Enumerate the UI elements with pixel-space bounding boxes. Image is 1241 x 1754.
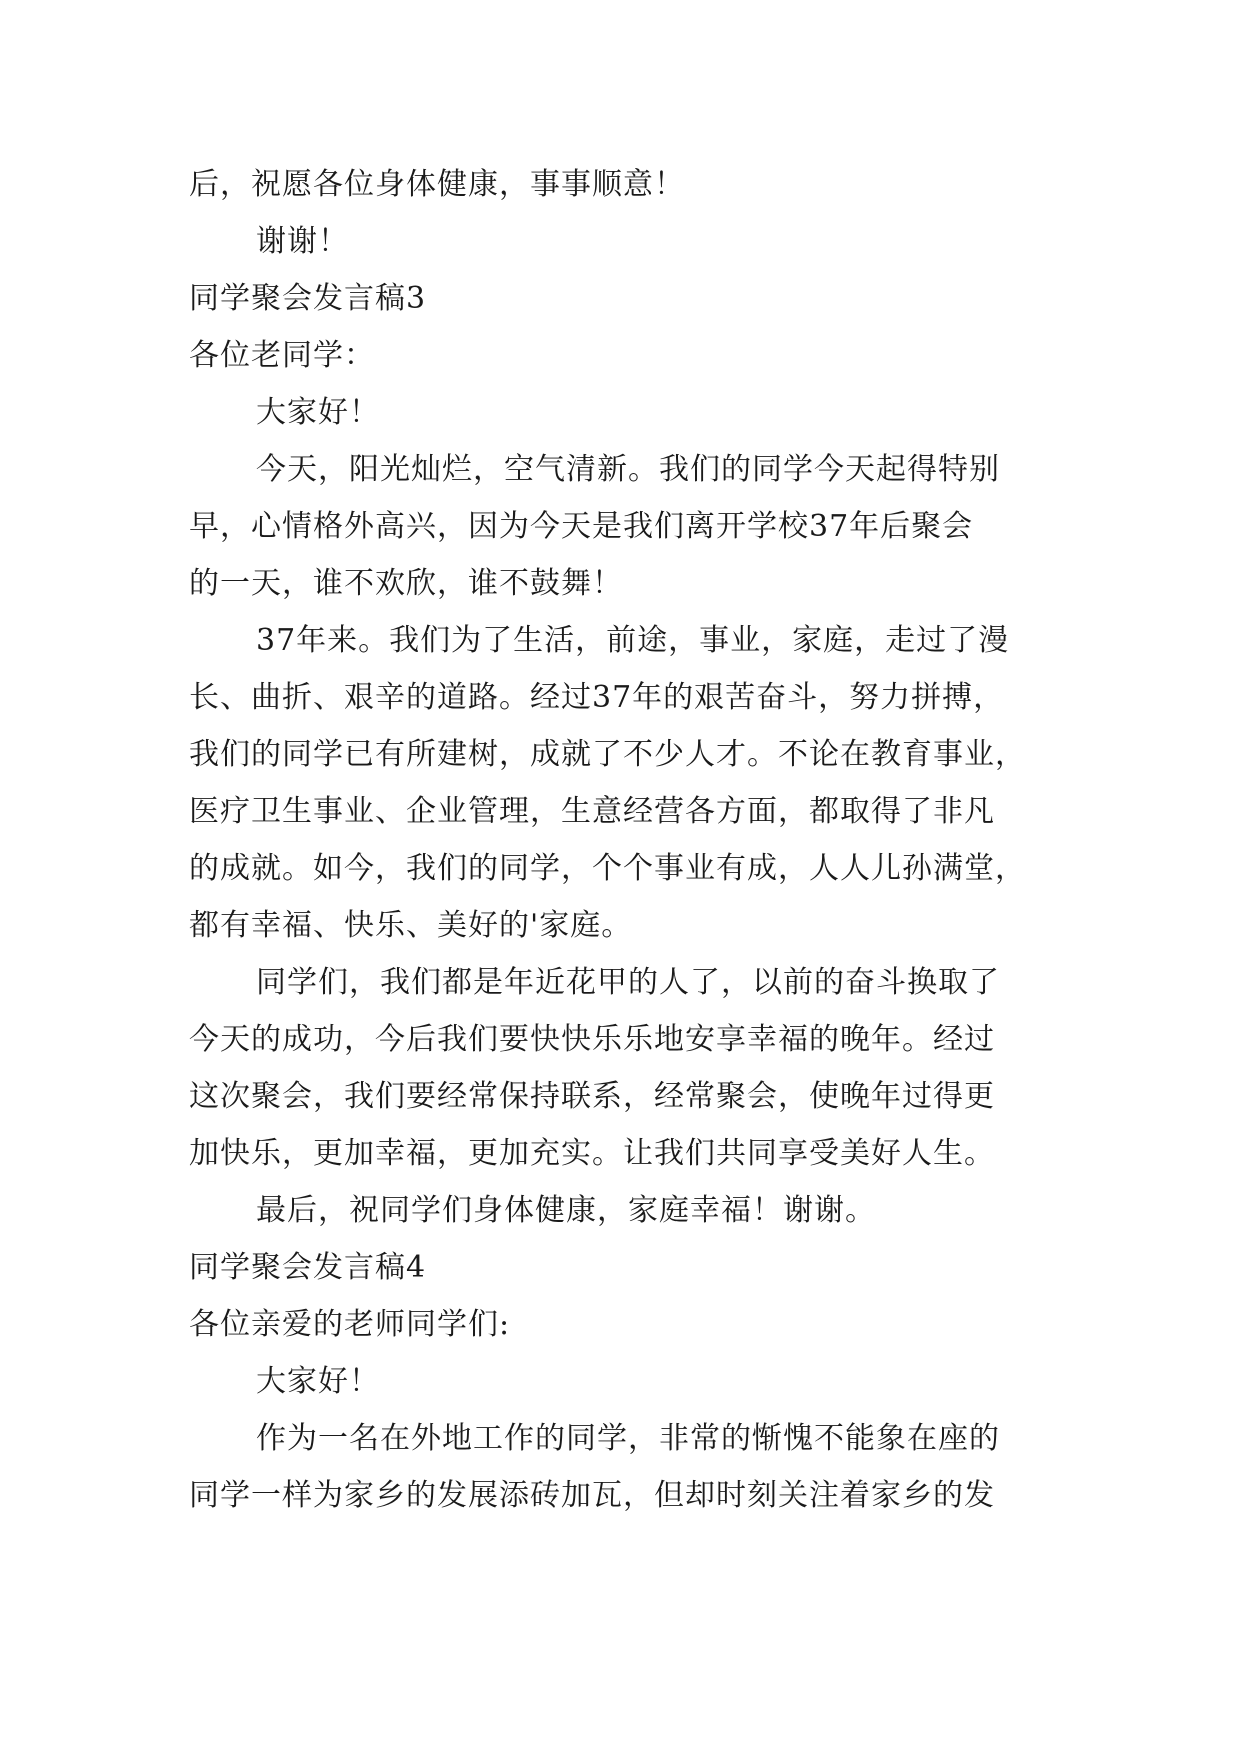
paragraph-line: 最后，祝同学们身体健康，家庭幸福！谢谢。 (256, 1193, 876, 1228)
salutation: 各位老同学： (189, 338, 375, 373)
paragraph-line: 今天的成功，今后我们要快快乐乐地安享幸福的晚年。经过 (189, 1022, 995, 1057)
paragraph-line: 都有幸福、快乐、美好的'家庭。 (189, 908, 633, 943)
paragraph-line: 作为一名在外地工作的同学，非常的惭愧不能象在座的 (256, 1421, 1000, 1456)
paragraph-line: 的一天，谁不欢欣，谁不鼓舞！ (189, 566, 623, 601)
paragraph-line: 加快乐，更加幸福，更加充实。让我们共同享受美好人生。 (189, 1136, 995, 1171)
paragraph-line: 今天，阳光灿烂，空气清新。我们的同学今天起得特别 (256, 452, 1000, 487)
paragraph-line: 同学一样为家乡的发展添砖加瓦，但却时刻关注着家乡的发 (189, 1478, 995, 1513)
greeting: 大家好！ (256, 395, 380, 430)
paragraph-line: 同学们，我们都是年近花甲的人了，以前的奋斗换取了 (256, 965, 1000, 1000)
paragraph-line: 医疗卫生事业、企业管理，生意经营各方面，都取得了非凡 (189, 794, 995, 829)
section-heading: 同学聚会发言稿3 (189, 281, 427, 316)
paragraph-line: 长、曲折、艰辛的道路。经过37年的艰苦奋斗，努力拼搏， (189, 680, 1005, 715)
paragraph-line: 后，祝愿各位身体健康，事事顺意！ (189, 167, 685, 202)
paragraph-line: 早，心情格外高兴，因为今天是我们离开学校37年后聚会 (189, 509, 974, 544)
salutation: 各位亲爱的老师同学们: (189, 1307, 511, 1342)
paragraph-line: 的成就。如今，我们的同学，个个事业有成，人人儿孙满堂， (189, 851, 1026, 886)
greeting: 大家好！ (256, 1364, 380, 1399)
section-heading: 同学聚会发言稿4 (189, 1250, 427, 1285)
paragraph-line: 我们的同学已有所建树，成就了不少人才。不论在教育事业， (189, 737, 1026, 772)
paragraph-line: 谢谢！ (256, 224, 349, 259)
paragraph-line: 37年来。我们为了生活，前途，事业，家庭，走过了漫 (256, 623, 1010, 658)
paragraph-line: 这次聚会，我们要经常保持联系，经常聚会，使晚年过得更 (189, 1079, 995, 1114)
